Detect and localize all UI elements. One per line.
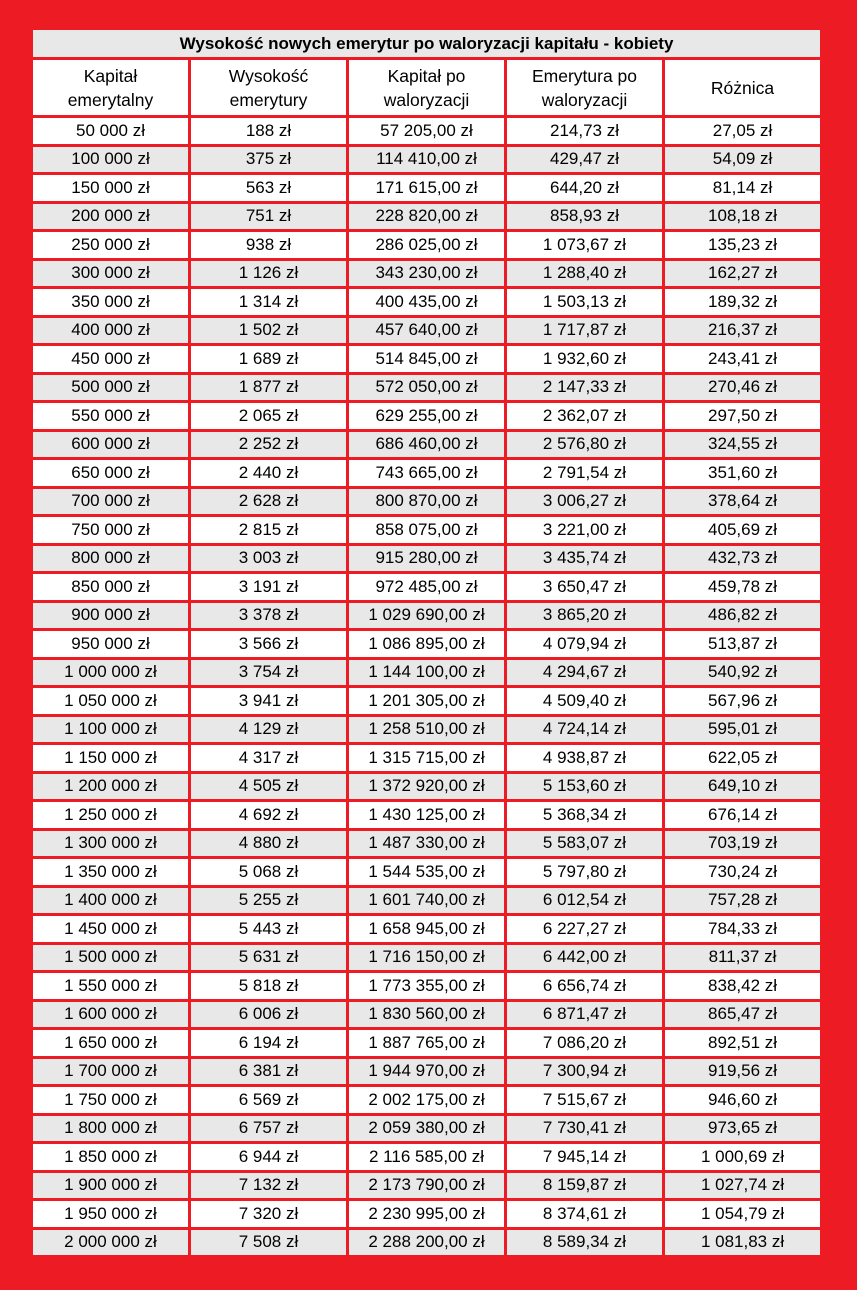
table-row: [33, 916, 820, 942]
table-row: [33, 802, 820, 828]
cell-pension: 4 317 zł: [191, 745, 346, 771]
cell-difference: 540,92 zł: [665, 660, 820, 686]
cell-indexed-pension: 1 288,40 zł: [507, 261, 662, 287]
cell-capital: 250 000 zł: [33, 232, 188, 258]
table-row: [33, 973, 820, 999]
cell-capital: 550 000 zł: [33, 403, 188, 429]
cell-indexed-pension: 6 012,54 zł: [507, 888, 662, 914]
cell-indexed-capital: 2 288 200,00 zł: [349, 1230, 504, 1256]
cell-indexed-pension: 8 374,61 zł: [507, 1201, 662, 1227]
cell-indexed-pension: 6 656,74 zł: [507, 973, 662, 999]
cell-pension: 188 zł: [191, 118, 346, 144]
cell-indexed-capital: 629 255,00 zł: [349, 403, 504, 429]
cell-indexed-pension: 3 650,47 zł: [507, 574, 662, 600]
column-header-indexed-capital: Kapitał po waloryzacji: [349, 60, 504, 115]
table-title: Wysokość nowych emerytur po waloryzacji kapitału - kobiety: [33, 30, 820, 57]
cell-indexed-capital: 1 716 150,00 zł: [349, 945, 504, 971]
cell-indexed-pension: 2 791,54 zł: [507, 460, 662, 486]
table-row: [33, 403, 820, 429]
table-row: [33, 603, 820, 629]
cell-capital: 850 000 zł: [33, 574, 188, 600]
cell-pension: 5 068 zł: [191, 859, 346, 885]
table-row: [33, 660, 820, 686]
cell-indexed-pension: 6 871,47 zł: [507, 1002, 662, 1028]
cell-capital: 1 300 000 zł: [33, 831, 188, 857]
cell-capital: 1 150 000 zł: [33, 745, 188, 771]
cell-indexed-capital: 1 201 305,00 zł: [349, 688, 504, 714]
cell-difference: 243,41 zł: [665, 346, 820, 372]
cell-capital: 700 000 zł: [33, 489, 188, 515]
cell-indexed-pension: 2 147,33 zł: [507, 375, 662, 401]
cell-difference: 595,01 zł: [665, 717, 820, 743]
cell-indexed-pension: 7 730,41 zł: [507, 1116, 662, 1142]
cell-pension: 4 880 zł: [191, 831, 346, 857]
cell-difference: 54,09 zł: [665, 147, 820, 173]
cell-indexed-pension: 3 435,74 zł: [507, 546, 662, 572]
cell-indexed-pension: 4 079,94 zł: [507, 631, 662, 657]
table-row: [33, 831, 820, 857]
cell-indexed-capital: 1 601 740,00 zł: [349, 888, 504, 914]
cell-indexed-capital: 2 059 380,00 zł: [349, 1116, 504, 1142]
cell-indexed-pension: 7 945,14 zł: [507, 1144, 662, 1170]
cell-pension: 375 zł: [191, 147, 346, 173]
cell-pension: 1 314 zł: [191, 289, 346, 315]
cell-pension: 5 255 zł: [191, 888, 346, 914]
cell-pension: 2 440 zł: [191, 460, 346, 486]
cell-indexed-pension: 8 159,87 zł: [507, 1173, 662, 1199]
cell-capital: 1 700 000 zł: [33, 1059, 188, 1085]
cell-difference: 378,64 zł: [665, 489, 820, 515]
cell-indexed-capital: 114 410,00 zł: [349, 147, 504, 173]
cell-pension: 3 378 zł: [191, 603, 346, 629]
cell-difference: 297,50 zł: [665, 403, 820, 429]
cell-difference: 216,37 zł: [665, 318, 820, 344]
cell-difference: 135,23 zł: [665, 232, 820, 258]
cell-pension: 6 757 zł: [191, 1116, 346, 1142]
cell-capital: 1 850 000 zł: [33, 1144, 188, 1170]
cell-indexed-pension: 1 932,60 zł: [507, 346, 662, 372]
cell-indexed-pension: 8 589,34 zł: [507, 1230, 662, 1256]
table-row: [33, 432, 820, 458]
cell-indexed-capital: 1 544 535,00 zł: [349, 859, 504, 885]
cell-capital: 450 000 zł: [33, 346, 188, 372]
cell-indexed-pension: 6 442,00 zł: [507, 945, 662, 971]
table-row: [33, 1087, 820, 1113]
cell-indexed-pension: 1 717,87 zł: [507, 318, 662, 344]
cell-pension: 3 754 zł: [191, 660, 346, 686]
cell-pension: 6 381 zł: [191, 1059, 346, 1085]
cell-capital: 1 950 000 zł: [33, 1201, 188, 1227]
table-row: [33, 118, 820, 144]
header-row: [33, 60, 820, 115]
table-row: [33, 460, 820, 486]
cell-pension: 1 126 zł: [191, 261, 346, 287]
table-row: [33, 261, 820, 287]
cell-pension: 3 941 zł: [191, 688, 346, 714]
cell-pension: 2 252 zł: [191, 432, 346, 458]
cell-indexed-capital: 2 116 585,00 zł: [349, 1144, 504, 1170]
cell-pension: 2 065 zł: [191, 403, 346, 429]
cell-capital: 1 600 000 zł: [33, 1002, 188, 1028]
table-row: [33, 489, 820, 515]
cell-difference: 730,24 zł: [665, 859, 820, 885]
cell-indexed-pension: 7 300,94 zł: [507, 1059, 662, 1085]
cell-indexed-pension: 1 503,13 zł: [507, 289, 662, 315]
cell-pension: 4 692 zł: [191, 802, 346, 828]
cell-difference: 81,14 zł: [665, 175, 820, 201]
table-row: [33, 717, 820, 743]
table-row: [33, 232, 820, 258]
cell-indexed-capital: 400 435,00 zł: [349, 289, 504, 315]
cell-difference: 676,14 zł: [665, 802, 820, 828]
cell-capital: 2 000 000 zł: [33, 1230, 188, 1256]
cell-difference: 784,33 zł: [665, 916, 820, 942]
cell-difference: 108,18 zł: [665, 204, 820, 230]
cell-difference: 162,27 zł: [665, 261, 820, 287]
cell-capital: 1 900 000 zł: [33, 1173, 188, 1199]
cell-indexed-capital: 2 230 995,00 zł: [349, 1201, 504, 1227]
cell-capital: 100 000 zł: [33, 147, 188, 173]
cell-indexed-pension: 4 294,67 zł: [507, 660, 662, 686]
cell-difference: 703,19 zł: [665, 831, 820, 857]
cell-indexed-capital: 343 230,00 zł: [349, 261, 504, 287]
cell-difference: 838,42 zł: [665, 973, 820, 999]
cell-indexed-pension: 5 583,07 zł: [507, 831, 662, 857]
cell-capital: 1 250 000 zł: [33, 802, 188, 828]
cell-indexed-capital: 1 144 100,00 zł: [349, 660, 504, 686]
cell-capital: 1 050 000 zł: [33, 688, 188, 714]
cell-pension: 6 194 zł: [191, 1030, 346, 1056]
cell-capital: 1 200 000 zł: [33, 774, 188, 800]
cell-indexed-pension: 858,93 zł: [507, 204, 662, 230]
cell-indexed-capital: 800 870,00 zł: [349, 489, 504, 515]
cell-pension: 1 502 zł: [191, 318, 346, 344]
cell-difference: 27,05 zł: [665, 118, 820, 144]
cell-difference: 919,56 zł: [665, 1059, 820, 1085]
table-row: [33, 346, 820, 372]
table-row: [33, 1144, 820, 1170]
cell-capital: 1 650 000 zł: [33, 1030, 188, 1056]
cell-capital: 900 000 zł: [33, 603, 188, 629]
cell-indexed-capital: 572 050,00 zł: [349, 375, 504, 401]
cell-indexed-pension: 4 509,40 zł: [507, 688, 662, 714]
cell-indexed-capital: 743 665,00 zł: [349, 460, 504, 486]
cell-pension: 4 505 zł: [191, 774, 346, 800]
cell-pension: 2 815 zł: [191, 517, 346, 543]
cell-capital: 1 000 000 zł: [33, 660, 188, 686]
cell-indexed-capital: 1 258 510,00 zł: [349, 717, 504, 743]
cell-indexed-capital: 228 820,00 zł: [349, 204, 504, 230]
cell-indexed-capital: 1 658 945,00 zł: [349, 916, 504, 942]
cell-difference: 757,28 zł: [665, 888, 820, 914]
cell-difference: 405,69 zł: [665, 517, 820, 543]
cell-capital: 350 000 zł: [33, 289, 188, 315]
cell-difference: 459,78 zł: [665, 574, 820, 600]
cell-pension: 563 zł: [191, 175, 346, 201]
cell-indexed-capital: 915 280,00 zł: [349, 546, 504, 572]
cell-capital: 1 550 000 zł: [33, 973, 188, 999]
cell-indexed-capital: 1 887 765,00 zł: [349, 1030, 504, 1056]
pension-table-container: [33, 30, 824, 1255]
cell-capital: 1 400 000 zł: [33, 888, 188, 914]
cell-pension: 1 689 zł: [191, 346, 346, 372]
cell-capital: 1 350 000 zł: [33, 859, 188, 885]
cell-difference: 270,46 zł: [665, 375, 820, 401]
cell-capital: 600 000 zł: [33, 432, 188, 458]
cell-pension: 6 569 zł: [191, 1087, 346, 1113]
cell-difference: 973,65 zł: [665, 1116, 820, 1142]
cell-indexed-capital: 972 485,00 zł: [349, 574, 504, 600]
cell-pension: 7 132 zł: [191, 1173, 346, 1199]
table-row: [33, 574, 820, 600]
cell-difference: 811,37 zł: [665, 945, 820, 971]
cell-capital: 400 000 zł: [33, 318, 188, 344]
cell-indexed-capital: 57 205,00 zł: [349, 118, 504, 144]
table-row: [33, 517, 820, 543]
cell-indexed-capital: 514 845,00 zł: [349, 346, 504, 372]
column-header-pension: Wysokość emerytury: [191, 60, 346, 115]
pension-table: [30, 27, 823, 1258]
cell-difference: 513,87 zł: [665, 631, 820, 657]
cell-indexed-pension: 1 073,67 zł: [507, 232, 662, 258]
cell-indexed-pension: 6 227,27 zł: [507, 916, 662, 942]
cell-indexed-capital: 171 615,00 zł: [349, 175, 504, 201]
table-row: [33, 1059, 820, 1085]
cell-indexed-pension: 7 086,20 zł: [507, 1030, 662, 1056]
cell-capital: 150 000 zł: [33, 175, 188, 201]
cell-indexed-capital: 858 075,00 zł: [349, 517, 504, 543]
cell-capital: 800 000 zł: [33, 546, 188, 572]
cell-indexed-capital: 1 430 125,00 zł: [349, 802, 504, 828]
table-row: [33, 745, 820, 771]
table-body: [33, 118, 820, 1255]
cell-difference: 1 000,69 zł: [665, 1144, 820, 1170]
cell-indexed-pension: 7 515,67 zł: [507, 1087, 662, 1113]
cell-indexed-capital: 1 086 895,00 zł: [349, 631, 504, 657]
table-row: [33, 175, 820, 201]
table-row: [33, 945, 820, 971]
cell-pension: 7 508 zł: [191, 1230, 346, 1256]
cell-indexed-capital: 457 640,00 zł: [349, 318, 504, 344]
cell-indexed-capital: 2 002 175,00 zł: [349, 1087, 504, 1113]
table-row: [33, 318, 820, 344]
cell-pension: 751 zł: [191, 204, 346, 230]
cell-indexed-pension: 644,20 zł: [507, 175, 662, 201]
cell-indexed-pension: 4 724,14 zł: [507, 717, 662, 743]
table-row: [33, 147, 820, 173]
table-row: [33, 1030, 820, 1056]
cell-difference: 865,47 zł: [665, 1002, 820, 1028]
cell-indexed-capital: 1 029 690,00 zł: [349, 603, 504, 629]
cell-capital: 50 000 zł: [33, 118, 188, 144]
cell-difference: 351,60 zł: [665, 460, 820, 486]
table-row: [33, 204, 820, 230]
cell-indexed-capital: 1 773 355,00 zł: [349, 973, 504, 999]
column-header-difference: Różnica: [665, 60, 820, 115]
cell-pension: 4 129 zł: [191, 717, 346, 743]
cell-indexed-capital: 686 460,00 zł: [349, 432, 504, 458]
cell-indexed-pension: 2 362,07 zł: [507, 403, 662, 429]
table-row: [33, 888, 820, 914]
cell-indexed-pension: 214,73 zł: [507, 118, 662, 144]
cell-difference: 432,73 zł: [665, 546, 820, 572]
cell-pension: 6 006 zł: [191, 1002, 346, 1028]
cell-pension: 938 zł: [191, 232, 346, 258]
cell-capital: 650 000 zł: [33, 460, 188, 486]
table-row: [33, 1173, 820, 1199]
cell-indexed-pension: 3 865,20 zł: [507, 603, 662, 629]
cell-indexed-capital: 2 173 790,00 zł: [349, 1173, 504, 1199]
table-row: [33, 688, 820, 714]
table-row: [33, 375, 820, 401]
table-row: [33, 289, 820, 315]
cell-indexed-capital: 1 944 970,00 zł: [349, 1059, 504, 1085]
cell-indexed-capital: 1 315 715,00 zł: [349, 745, 504, 771]
cell-indexed-pension: 5 368,34 zł: [507, 802, 662, 828]
cell-capital: 1 800 000 zł: [33, 1116, 188, 1142]
cell-pension: 3 003 zł: [191, 546, 346, 572]
cell-indexed-capital: 1 487 330,00 zł: [349, 831, 504, 857]
table-row: [33, 1230, 820, 1256]
cell-difference: 486,82 zł: [665, 603, 820, 629]
cell-difference: 324,55 zł: [665, 432, 820, 458]
cell-indexed-pension: 5 153,60 zł: [507, 774, 662, 800]
cell-difference: 649,10 zł: [665, 774, 820, 800]
cell-difference: 946,60 zł: [665, 1087, 820, 1113]
column-header-indexed-pension: Emerytura po waloryzacji: [507, 60, 662, 115]
cell-pension: 3 191 zł: [191, 574, 346, 600]
cell-difference: 892,51 zł: [665, 1030, 820, 1056]
cell-pension: 1 877 zł: [191, 375, 346, 401]
cell-indexed-capital: 1 830 560,00 zł: [349, 1002, 504, 1028]
cell-difference: 622,05 zł: [665, 745, 820, 771]
cell-capital: 950 000 zł: [33, 631, 188, 657]
cell-pension: 6 944 zł: [191, 1144, 346, 1170]
cell-pension: 5 443 zł: [191, 916, 346, 942]
table-row: [33, 1002, 820, 1028]
cell-indexed-capital: 1 372 920,00 zł: [349, 774, 504, 800]
cell-indexed-capital: 286 025,00 zł: [349, 232, 504, 258]
cell-pension: 7 320 zł: [191, 1201, 346, 1227]
table-row: [33, 1116, 820, 1142]
cell-pension: 5 818 zł: [191, 973, 346, 999]
cell-capital: 200 000 zł: [33, 204, 188, 230]
table-row: [33, 774, 820, 800]
cell-pension: 3 566 zł: [191, 631, 346, 657]
cell-indexed-pension: 429,47 zł: [507, 147, 662, 173]
cell-difference: 1 054,79 zł: [665, 1201, 820, 1227]
cell-capital: 1 750 000 zł: [33, 1087, 188, 1113]
cell-difference: 567,96 zł: [665, 688, 820, 714]
table-row: [33, 1201, 820, 1227]
cell-pension: 2 628 zł: [191, 489, 346, 515]
cell-capital: 750 000 zł: [33, 517, 188, 543]
cell-difference: 1 081,83 zł: [665, 1230, 820, 1256]
table-row: [33, 631, 820, 657]
column-header-capital: Kapitał emerytalny: [33, 60, 188, 115]
cell-indexed-pension: 4 938,87 zł: [507, 745, 662, 771]
cell-capital: 300 000 zł: [33, 261, 188, 287]
cell-indexed-pension: 2 576,80 zł: [507, 432, 662, 458]
cell-capital: 1 500 000 zł: [33, 945, 188, 971]
cell-difference: 189,32 zł: [665, 289, 820, 315]
cell-capital: 500 000 zł: [33, 375, 188, 401]
table-row: [33, 546, 820, 572]
table-row: [33, 859, 820, 885]
cell-indexed-pension: 3 221,00 zł: [507, 517, 662, 543]
cell-pension: 5 631 zł: [191, 945, 346, 971]
cell-indexed-pension: 5 797,80 zł: [507, 859, 662, 885]
cell-capital: 1 450 000 zł: [33, 916, 188, 942]
cell-indexed-pension: 3 006,27 zł: [507, 489, 662, 515]
cell-capital: 1 100 000 zł: [33, 717, 188, 743]
cell-difference: 1 027,74 zł: [665, 1173, 820, 1199]
